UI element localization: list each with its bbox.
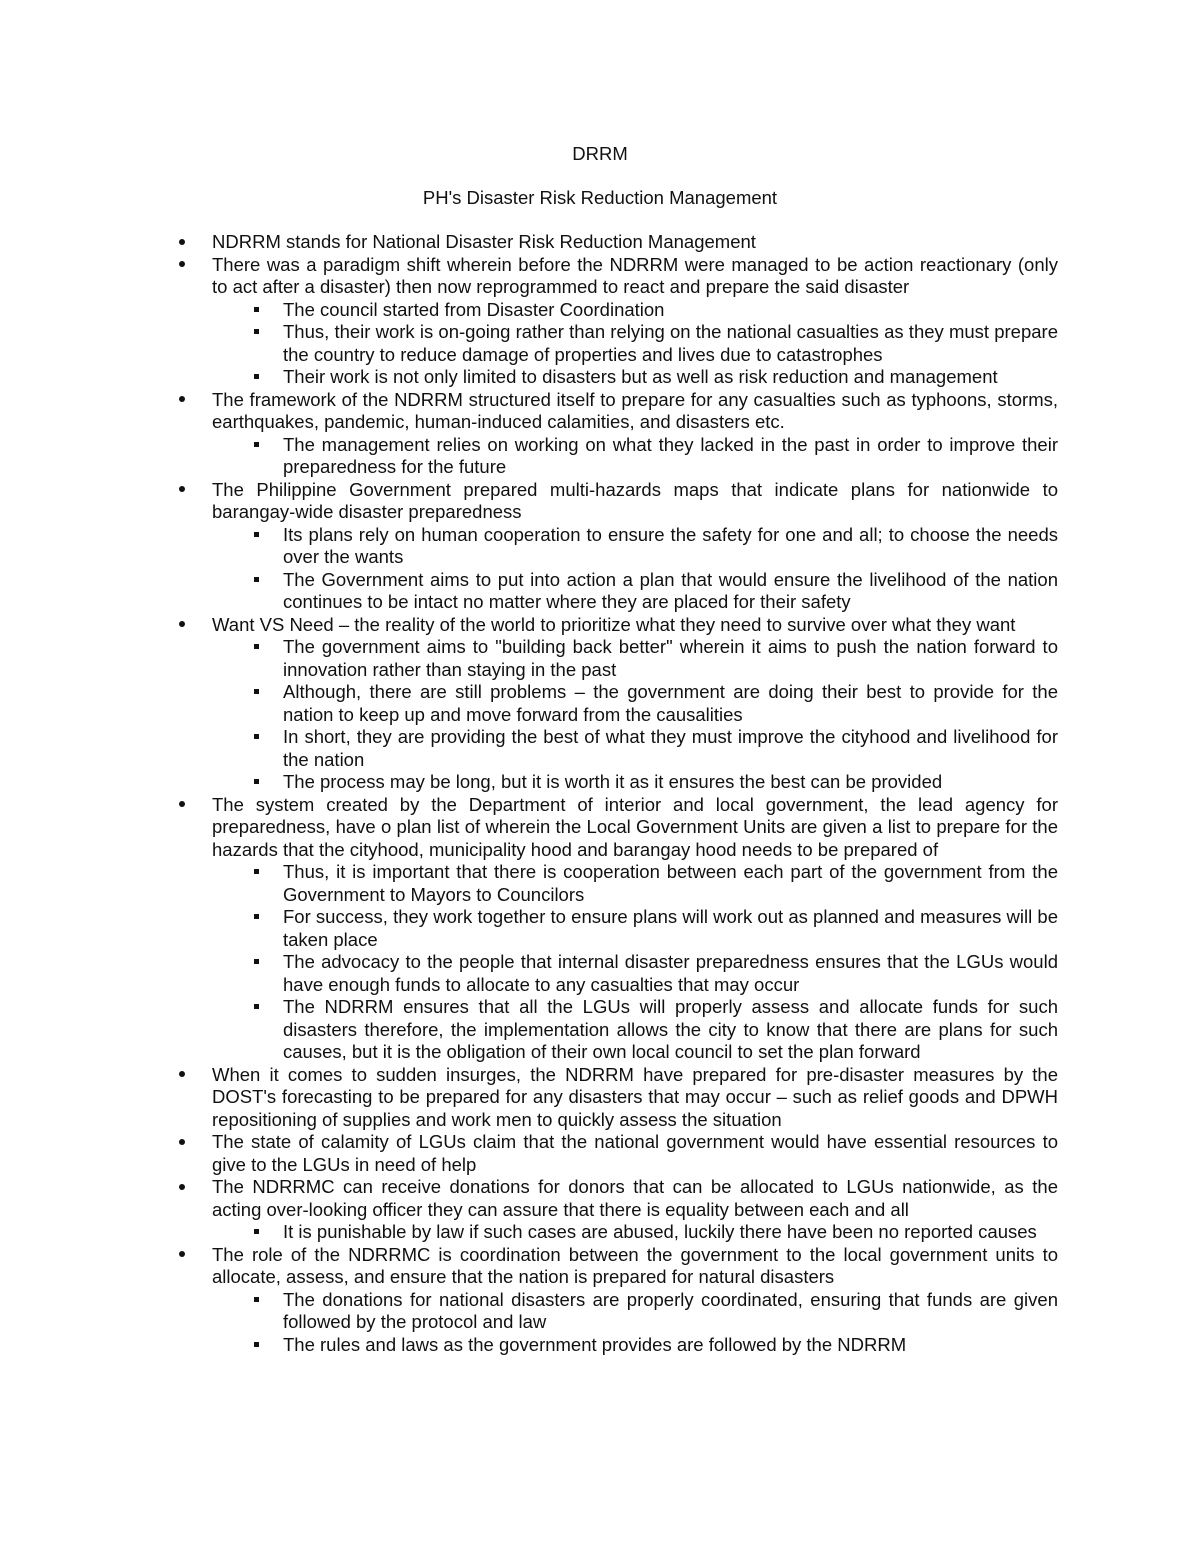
bullet-text: The system created by the Department of interior and local government, the lead agency for preparedness, have o plan list of wherein the Local Government Units are given a list to prepare for the hazards that the cityhood, municipality hood and barangay hood needs to be prepared of: [212, 793, 1058, 860]
bullet-item: [212, 1064, 1058, 1132]
bullet-dot-icon: [176, 794, 188, 817]
sub-bullet-text: The advocacy to the people that internal disaster preparedness ensures that the LGUs would have enough funds to allocate to any casualties that may occur: [283, 951, 1058, 995]
bullet-dot-icon: [176, 1176, 188, 1199]
bullet-text: The state of calamity of LGUs claim that the national government would have essential resources to give to the LGUs in need of help: [212, 1131, 1058, 1175]
square-bullet-icon: [251, 524, 261, 547]
sub-bullet-item: [283, 366, 1058, 389]
sub-bullet-item: [283, 996, 1058, 1064]
bullet-item: [212, 614, 1058, 794]
sub-bullet-text: The rules and laws as the government provides are followed by the NDRRM: [283, 1333, 907, 1355]
square-bullet-icon: [251, 906, 261, 929]
sub-bullet-text: The management relies on working on what they lacked in the past in order to improve their preparedness for the future: [283, 433, 1058, 477]
sub-bullet-text: Thus, their work is on-going rather than relying on the national casualties as they must prepare the country to reduce damage of properties and lives due to catastrophes: [283, 321, 1058, 365]
sub-bullet-text: In short, they are providing the best of what they must improve the cityhood and livelihood for the nation: [283, 726, 1058, 770]
square-bullet-icon: [251, 726, 261, 749]
bullet-text: There was a paradigm shift wherein before the NDRRM were managed to be action reactionary (only to act after a disaster) then now reprogrammed to react and prepare the said disaster: [212, 253, 1058, 297]
sub-bullet-text: Their work is not only limited to disasters but as well as risk reduction and management: [283, 366, 998, 387]
bullet-text: When it comes to sudden insurges, the NDRRM have prepared for pre-disaster measures by the DOST's forecasting to be prepared for any disasters that may occur – such as relief goods and DPWH repositioning of supplies and work men to quickly assess the situation: [212, 1063, 1058, 1130]
square-bullet-icon: [251, 861, 261, 884]
bullet-dot-icon: [176, 1131, 188, 1154]
square-bullet-icon: [251, 299, 261, 322]
sub-bullet-text: The council started from Disaster Coordination: [283, 298, 665, 320]
sub-bullet-list: [212, 1221, 1058, 1244]
bullet-text: The NDRRMC can receive donations for donors that can be allocated to LGUs nationwide, as the acting over-looking officer they can assure that there is equality between each and all: [212, 1176, 1058, 1220]
sub-bullet-item: [283, 636, 1058, 681]
bullet-text: Want VS Need – the reality of the world to prioritize what they need to survive over what they want: [212, 613, 1016, 635]
bullet-text: The Philippine Government prepared multi-hazards maps that indicate plans for nationwide to barangay-wide disaster preparedness: [212, 478, 1058, 522]
sub-bullet-list: [212, 636, 1058, 794]
bullet-dot-icon: [176, 479, 188, 502]
bullet-item: [212, 794, 1058, 1064]
sub-bullet-list: [212, 524, 1058, 614]
square-bullet-icon: [251, 681, 261, 704]
sub-bullet-item: [283, 726, 1058, 771]
square-bullet-icon: [251, 434, 261, 457]
bullet-item: [212, 1131, 1058, 1176]
square-bullet-icon: [251, 1289, 261, 1312]
sub-bullet-text: Its plans rely on human cooperation to ensure the safety for one and all; to choose the needs over the wants: [283, 523, 1058, 567]
sub-bullet-list: [212, 861, 1058, 1064]
bullet-item: [212, 254, 1058, 389]
sub-bullet-item: [283, 569, 1058, 614]
sub-bullet-text: The donations for national disasters are properly coordinated, ensuring that funds are given followed by the protocol and law: [283, 1288, 1058, 1332]
sub-bullet-text: The NDRRM ensures that all the LGUs will properly assess and allocate funds for such disasters therefore, the implementation allows the city to know that there are plans for such causes, but it is the obligation of their own local council to set the plan forward: [283, 996, 1058, 1062]
square-bullet-icon: [251, 996, 261, 1019]
bullet-item: [212, 389, 1058, 479]
square-bullet-icon: [251, 1221, 261, 1244]
sub-bullet-text: The government aims to "building back better" wherein it aims to push the nation forward to innovation rather than staying in the past: [283, 636, 1058, 680]
sub-bullet-text: Although, there are still problems – the government are doing their best to provide for the nation to keep up and move forward from the causalities: [283, 681, 1058, 725]
bullet-item: [212, 231, 1058, 254]
square-bullet-icon: [251, 569, 261, 592]
square-bullet-icon: [251, 366, 261, 389]
sub-bullet-list: [212, 299, 1058, 389]
sub-bullet-item: [283, 524, 1058, 569]
bullet-item: [212, 479, 1058, 614]
bullet-dot-icon: [176, 1064, 188, 1087]
document-subtitle: PH's Disaster Risk Reduction Management: [422, 187, 778, 208]
document-title: DRRM: [572, 143, 628, 164]
square-bullet-icon: [251, 636, 261, 659]
sub-bullet-text: The process may be long, but it is worth it as it ensures the best can be provided: [283, 771, 943, 792]
sub-bullet-item: [283, 861, 1058, 906]
bullet-dot-icon: [176, 1244, 188, 1267]
sub-bullet-item: [283, 906, 1058, 951]
sub-bullet-item: [283, 951, 1058, 996]
sub-bullet-item: [283, 681, 1058, 726]
bullet-list: [0, 231, 1200, 1356]
sub-bullet-item: [283, 1221, 1058, 1244]
bullet-item: [212, 1244, 1058, 1357]
bullet-item: [212, 1176, 1058, 1244]
bullet-dot-icon: [176, 231, 188, 254]
sub-bullet-item: [283, 1334, 1058, 1357]
square-bullet-icon: [251, 1334, 261, 1357]
bullet-text: The framework of the NDRRM structured itself to prepare for any casualties such as typhoons, storms, earthquakes, pandemic, human-induced calamities, and disasters etc.: [212, 388, 1058, 432]
square-bullet-icon: [251, 771, 261, 794]
bullet-text: NDRRM stands for National Disaster Risk Reduction Management: [212, 231, 756, 252]
sub-bullet-text: It is punishable by law if such cases are abused, luckily there have been no reported causes: [283, 1221, 1037, 1242]
sub-bullet-item: [283, 434, 1058, 479]
sub-bullet-item: [283, 771, 1058, 794]
sub-bullet-item: [283, 299, 1058, 322]
sub-bullet-text: Thus, it is important that there is cooperation between each part of the government from the Government to Mayors to Councilors: [283, 861, 1058, 905]
square-bullet-icon: [251, 321, 261, 344]
bullet-text: The role of the NDRRMC is coordination between the government to the local government units to allocate, assess, and ensure that the nation is prepared for natural disasters: [212, 1243, 1058, 1287]
sub-bullet-item: [283, 321, 1058, 366]
bullet-dot-icon: [176, 389, 188, 412]
sub-bullet-list: [212, 1289, 1058, 1357]
bullet-dot-icon: [176, 614, 188, 637]
square-bullet-icon: [251, 951, 261, 974]
sub-bullet-item: [283, 1289, 1058, 1334]
sub-bullet-text: For success, they work together to ensure plans will work out as planned and measures will be taken place: [283, 906, 1058, 950]
sub-bullet-text: The Government aims to put into action a plan that would ensure the livelihood of the nation continues to be intact no matter where they are placed for their safety: [283, 568, 1058, 612]
sub-bullet-list: [212, 434, 1058, 479]
bullet-dot-icon: [176, 254, 188, 277]
